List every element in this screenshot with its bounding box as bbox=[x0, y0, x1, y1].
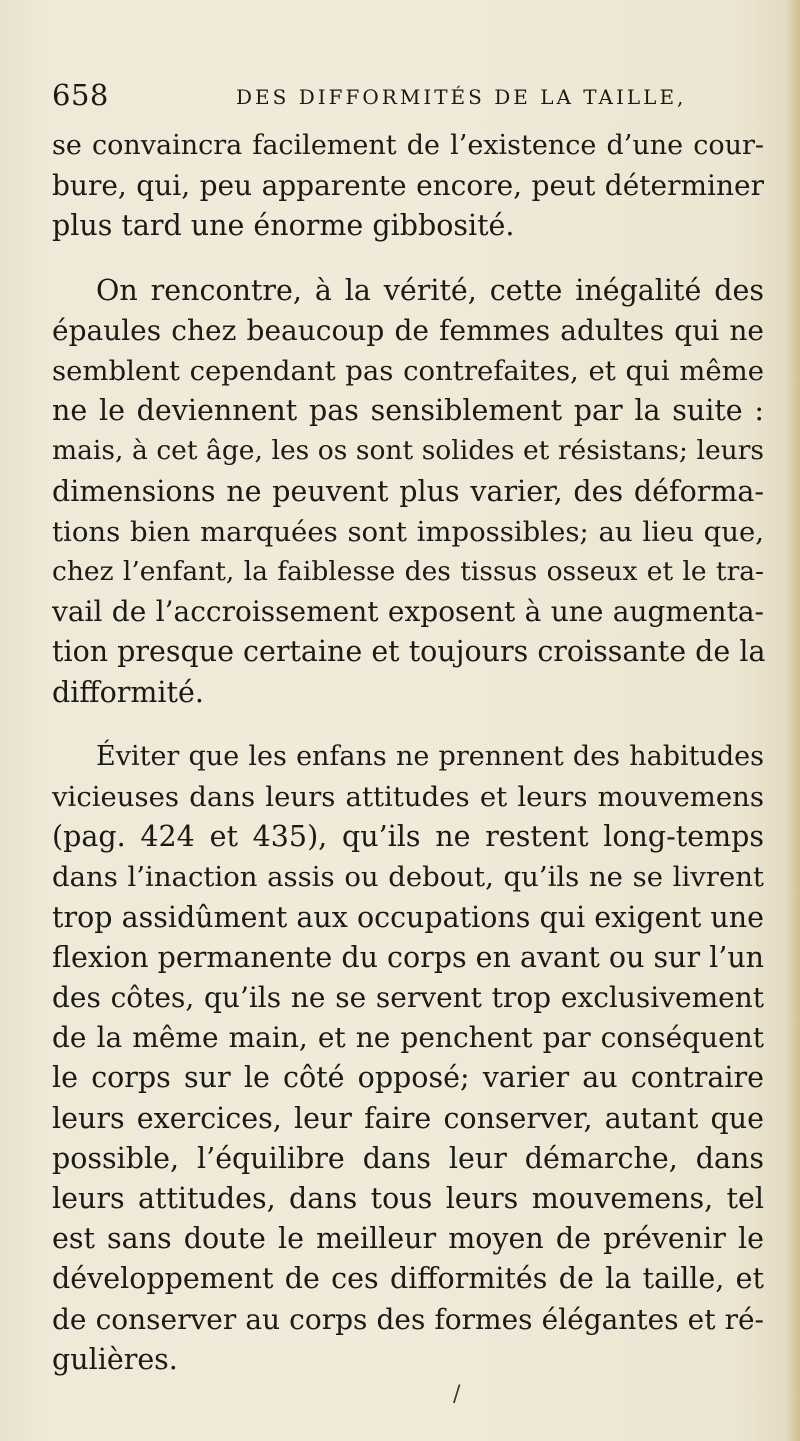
text-line: (pag. 424 et 435), qu’ils ne restent long-temps bbox=[52, 820, 764, 854]
text-line: tion presque certaine et toujours croissante de la bbox=[52, 635, 766, 669]
text-line: le corps sur le côté opposé; varier au contraire bbox=[52, 1061, 764, 1095]
text-line: vicieuses dans leurs attitudes et leurs mouvemens bbox=[52, 781, 764, 814]
text-line: plus tard une énorme gibbosité. bbox=[52, 209, 515, 243]
page-edge-shadow bbox=[786, 0, 800, 1441]
text-line: Éviter que les enfans ne prennent des habitudes bbox=[96, 740, 764, 772]
text-line: dans l’inaction assis ou debout, qu’ils ne se livrent bbox=[52, 861, 764, 894]
text-line: dimensions ne peuvent plus varier, des déforma- bbox=[52, 474, 764, 508]
text-line: épaules chez beaucoup de femmes adultes qui ne bbox=[52, 313, 764, 347]
text-line: se convaincra facilement de l’existence d’une cour- bbox=[52, 130, 764, 161]
text-line: bure, qui, peu apparente encore, peut déterminer bbox=[52, 169, 764, 203]
text-line: de la même main, et ne penchent par conséquent bbox=[52, 1021, 764, 1055]
text-line: difformité. bbox=[52, 675, 204, 709]
paragraph-3 bbox=[52, 737, 764, 1380]
running-title: DES DIFFORMITÉS DE LA TAILLE, bbox=[236, 85, 687, 109]
text-line: développement de ces difformités de la taille, et bbox=[52, 1262, 764, 1296]
text-line: semblent cependant pas contrefaites, et qui même bbox=[52, 355, 764, 388]
text-line: ne le deviennent pas sensiblement par la suite : bbox=[52, 394, 764, 428]
text-line: flexion permanente du corps en avant ou sur l’un bbox=[52, 940, 765, 974]
text-line: trop assidûment aux occupations qui exigent une bbox=[52, 900, 764, 934]
page-number: 658 bbox=[52, 78, 109, 112]
body-text bbox=[52, 126, 764, 1380]
footer-mark: / bbox=[453, 1382, 461, 1407]
running-head bbox=[52, 78, 752, 118]
paragraph-2 bbox=[52, 271, 764, 713]
text-line: des côtes, qu’ils ne se servent trop exclusivement bbox=[52, 981, 764, 1015]
text-line: chez l’enfant, la faiblesse des tissus osseux et le tra- bbox=[52, 556, 764, 588]
paragraph-1 bbox=[52, 126, 764, 247]
text-line: vail de l’accroissement exposent à une augmenta- bbox=[52, 595, 764, 629]
text-line: leurs exercices, leur faire conserver, autant que bbox=[52, 1101, 764, 1135]
text-line: possible, l’équilibre dans leur démarche, dans bbox=[52, 1141, 764, 1175]
text-line: est sans doute le meilleur moyen de prévenir le bbox=[52, 1222, 764, 1256]
text-line: mais, à cet âge, les os sont solides et résistans; leurs bbox=[52, 435, 764, 467]
text-line: de conserver au corps des formes élégantes et ré- bbox=[52, 1302, 764, 1336]
text-line: On rencontre, à la vérité, cette inégalité des bbox=[96, 273, 764, 307]
text-line: leurs attitudes, dans tous leurs mouvemens, tel bbox=[52, 1182, 764, 1216]
text-line: tions bien marquées sont impossibles; au lieu que, bbox=[52, 515, 764, 548]
text-line: gulières. bbox=[52, 1342, 178, 1376]
